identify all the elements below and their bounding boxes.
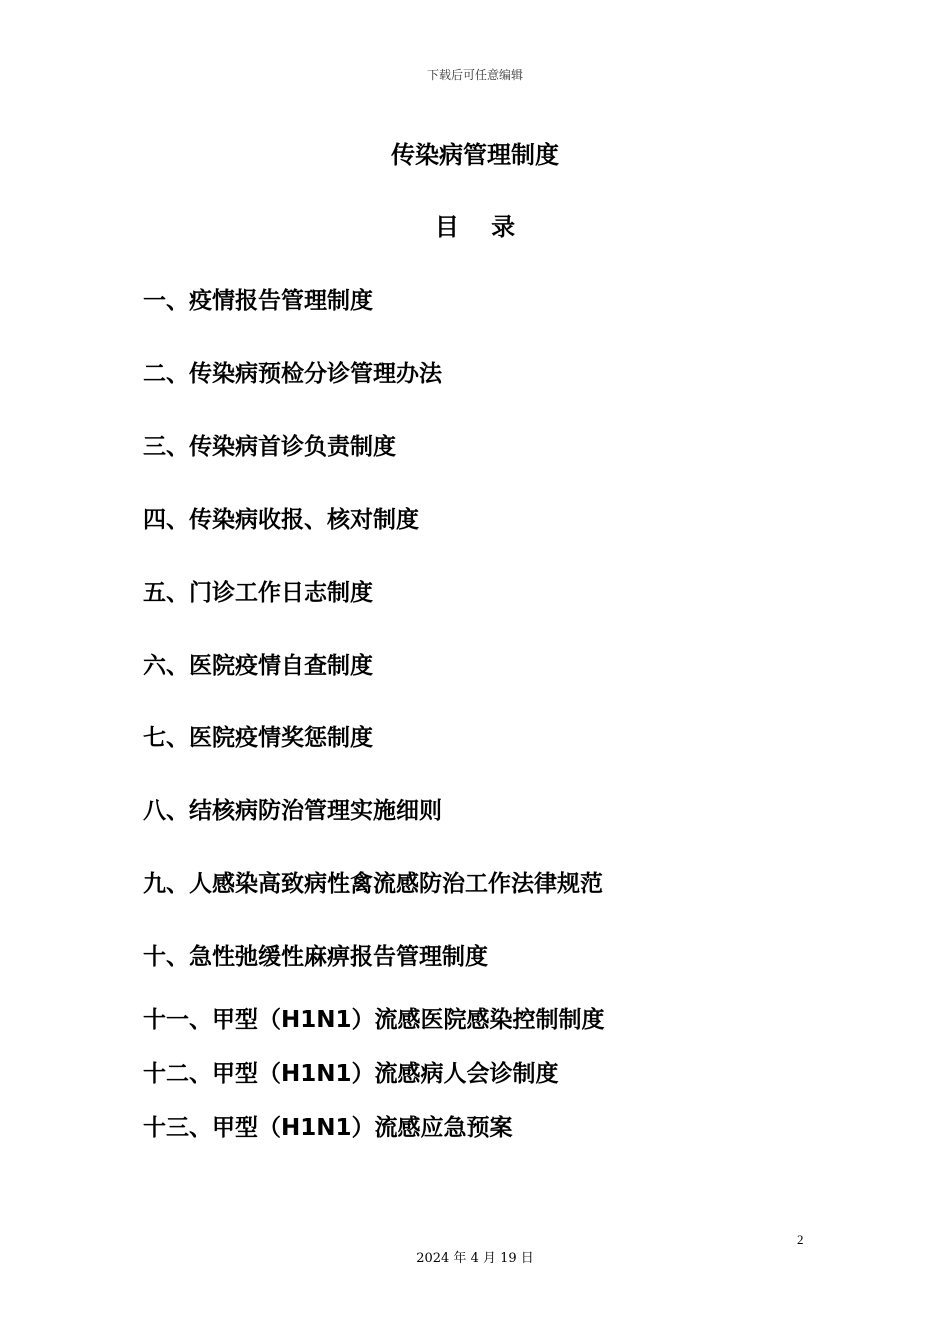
document-title: 传染病管理制度: [391, 141, 559, 169]
toc-item: 八、结核病防治管理实施细则: [143, 798, 442, 824]
toc-item: 一、疫情报告管理制度: [143, 288, 373, 314]
toc-item: 十三、甲型（H1N1）流感应急预案: [143, 1115, 513, 1141]
toc-item: 七、医院疫情奖惩制度: [143, 725, 373, 751]
toc-item: 十二、甲型（H1N1）流感病人会诊制度: [143, 1061, 559, 1087]
toc-item: 三、传染病首诊负责制度: [143, 434, 396, 460]
toc-item: 六、医院疫情自查制度: [143, 653, 373, 679]
footer-date: 2024 年 4 月 19 日: [416, 1251, 534, 1266]
header-note: 下载后可任意编辑: [426, 68, 523, 82]
toc-heading: 目 录: [434, 213, 528, 241]
toc-item: 九、人感染高致病性禽流感防治工作法律规范: [143, 871, 603, 897]
toc-item: 五、门诊工作日志制度: [143, 580, 373, 606]
page-number: 2: [797, 1232, 804, 1247]
toc-item: 四、传染病收报、核对制度: [143, 507, 419, 533]
toc-item: 十、急性弛缓性麻痹报告管理制度: [143, 944, 488, 970]
toc-item: 二、传染病预检分诊管理办法: [143, 361, 442, 387]
toc-item: 十一、甲型（H1N1）流感医院感染控制制度: [143, 1007, 605, 1033]
